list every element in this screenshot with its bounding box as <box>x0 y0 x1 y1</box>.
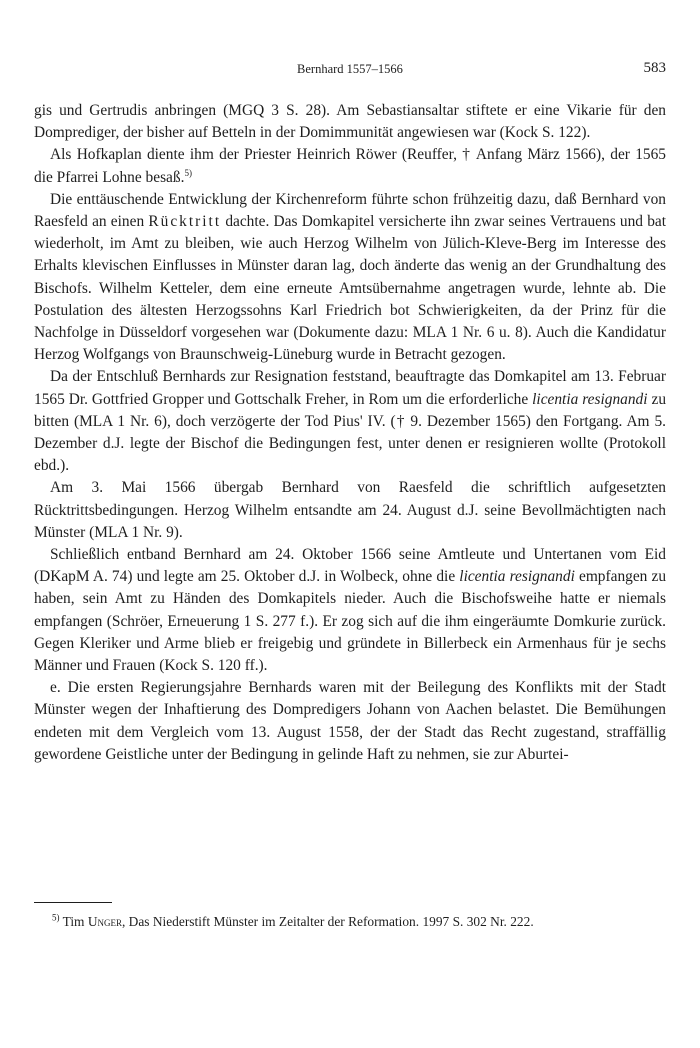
spaced-term: Rücktritt <box>148 213 222 231</box>
footnote-5 <box>34 912 666 931</box>
footnote-author-first: Tim <box>62 914 88 929</box>
footnote-author-last: Unger <box>87 914 122 929</box>
paragraph-2 <box>34 144 666 188</box>
paragraph-1 <box>34 100 666 144</box>
paragraph-4-text-b: zu bitten (MLA 1 Nr. 6), doch verzögerte der Tod Pius' IV. († 9. Dezember 1565) den Fortgang. Am 5. Dezember d.J. legte der Bischof die Bedingungen fest, unter denen er resignieren wollte (Protokoll ebd.). <box>34 390 667 475</box>
running-head <box>34 60 666 86</box>
footnote <box>34 912 666 931</box>
paragraph-3 <box>34 189 666 367</box>
paragraph-6 <box>34 544 666 677</box>
paragraph-4-text-a: Da der Entschluß Bernhards zur Resignation feststand, beauftragte das Domkapitel am 13. Februar 1565 Dr. Gottfried Gropper und Gottschalk Freher, in Rom um die erforderliche <box>34 368 666 408</box>
paragraph-1-text: gis und Gertrudis anbringen (MGQ 3 S. 28). Am Sebastiansaltar stiftete er eine Vikarie für den Domprediger, der bisher auf Betteln in der Domimmunität angewiesen war (Kock S. 122). <box>34 102 666 142</box>
latin-term: licentia resignandi <box>459 568 575 586</box>
paragraph-5-text: Am 3. Mai 1566 übergab Bernhard von Raesfeld die schriftlich aufgesetzten Rücktrittsbedingungen. Herzog Wilhelm entsandte am 24. August d.J. seine Bevollmächtigten nach Münster (MLA 1 Nr. 9). <box>34 479 666 541</box>
page <box>34 60 666 766</box>
paragraph-4 <box>34 366 666 477</box>
paragraph-7 <box>34 677 666 766</box>
footnote-divider <box>34 902 112 903</box>
latin-term: licentia resignandi <box>532 390 648 408</box>
paragraph-2-text: Als Hofkaplan diente ihm der Priester Heinrich Röwer (Reuffer, † Anfang März 1566), der 1565 die Pfarrei Lohne besaß. <box>34 146 666 186</box>
footnote-reference[interactable]: 5) <box>184 167 192 178</box>
paragraph-7-text: e. Die ersten Regierungsjahre Bernhards waren mit der Beilegung des Konflikts mit der Stadt Münster wegen der Inhaftierung des Dompredigers Johann von Aachen belastet. Die Bemühungen endeten mit dem Vergleich vom 13. August 1558, der der Stadt das Recht zugestand, straffällig gewordene Geistliche unter der Bedingung in gelinde Haft zu nehmen, sie zur Aburtei- <box>34 679 666 763</box>
paragraph-6-text-b: empfangen zu haben, sein Amt zu Händen des Domkapitels nieder. Auch die Bischofsweihe hatte er niemals empfangen (Schröer, Erneuerung 1 S. 277 f.). Er zog sich auf die ihm eingeräumte Domkurie zurück. Gegen Kleriker und Arme blieb er freigebig und gründete in Billerbeck ein Armenhaus für je sechs Männer und Frauen (Kock S. 120 ff.). <box>34 568 667 675</box>
paragraph-5 <box>34 477 666 544</box>
footnote-mark: 5) <box>52 912 60 923</box>
paragraph-3-text-b: dachte. Das Domkapitel versicherte ihn zwar seines Vertrauens und bat wiederholt, im Amt zu bleiben, wie auch Herzog Wilhelm von Jülich-Kleve-Berg im Interesse des Erhalts klevischen Einflusses in Münster daran lag, doch änderte das wenig an der Grundhaltung des Bischofs. Wilhelm Ketteler, dem eine erneute Amtsübernahme angetragen wurde, lehnte ab. Die Postulation des ältesten Herzogssohns Karl Friedrich bot Schwierigkeiten, da der Prinz für die Nachfolge in Düsseldorf vorgesehen war (Dokumente dazu: MLA 1 Nr. 6 u. 8). Auch die Kandidatur Herzog Wolfgangs von Braunschweig-Lüneburg wurde in Betracht gezogen. <box>34 213 667 364</box>
page-number: 583 <box>643 60 666 76</box>
running-title: Bernhard 1557–1566 <box>297 62 403 76</box>
body-text <box>34 100 666 766</box>
paragraph-3-text-a: Die enttäuschende Entwicklung der Kirchenreform führte schon frühzeitig dazu, daß Bernhard von Raesfeld an einen <box>34 190 666 231</box>
footnote-text: , Das Niederstift Münster im Zeitalter der Reformation. 1997 S. 302 Nr. 222. <box>121 914 534 929</box>
paragraph-6-text-a: Schließlich entband Bernhard am 24. Oktober 1566 seine Amtleute und Untertanen vom Eid (DKapM A. 74) und legte am 25. Oktober d.J. in Wolbeck, ohne die <box>34 546 666 586</box>
